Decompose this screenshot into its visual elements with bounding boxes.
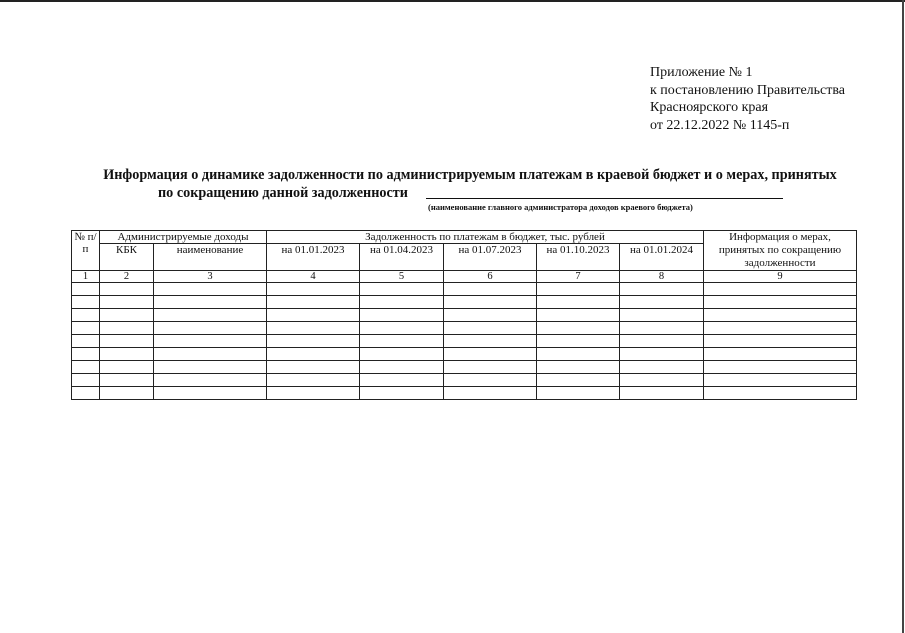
- table-cell: [154, 387, 267, 400]
- header-row-number: № п/п: [72, 231, 100, 271]
- table-row: [72, 374, 857, 387]
- table-cell: [360, 361, 444, 374]
- table-cell: [154, 283, 267, 296]
- header-date: на 01.01.2023: [267, 244, 360, 271]
- table-cell: [704, 374, 857, 387]
- table-row: [72, 322, 857, 335]
- column-number: 2: [100, 271, 154, 283]
- table-cell: [72, 335, 100, 348]
- table-cell: [444, 296, 537, 309]
- table-cell: [154, 322, 267, 335]
- table-cell: [72, 361, 100, 374]
- table-cell: [100, 361, 154, 374]
- table-cell: [704, 361, 857, 374]
- table-row: [72, 387, 857, 400]
- appendix-reference: [650, 64, 845, 134]
- appendix-line-3: Красноярского края: [650, 100, 769, 115]
- administrator-name-caption: (наименование главного администратора доходов краевого бюджета): [428, 202, 693, 212]
- table-cell: [72, 309, 100, 322]
- scan-edge-right: [902, 0, 904, 633]
- table-cell: [537, 322, 620, 335]
- table-row: [72, 296, 857, 309]
- column-number: 3: [154, 271, 267, 283]
- table-cell: [704, 283, 857, 296]
- table-cell: [360, 309, 444, 322]
- table-cell: [620, 309, 704, 322]
- column-number: 1: [72, 271, 100, 283]
- table-cell: [267, 309, 360, 322]
- table-cell: [154, 374, 267, 387]
- header-date: на 01.01.2024: [620, 244, 704, 271]
- column-number: 6: [444, 271, 537, 283]
- table-cell: [100, 309, 154, 322]
- table-cell: [620, 322, 704, 335]
- table-cell: [620, 387, 704, 400]
- table-row: [72, 309, 857, 322]
- table-row: [72, 335, 857, 348]
- table-cell: [620, 283, 704, 296]
- appendix-line-4: от 22.12.2022 № 1145-п: [650, 117, 790, 133]
- table-cell: [100, 283, 154, 296]
- table-cell: [537, 361, 620, 374]
- table-cell: [267, 348, 360, 361]
- table-cell: [72, 296, 100, 309]
- table-cell: [154, 296, 267, 309]
- table-cell: [620, 374, 704, 387]
- table-cell: [360, 387, 444, 400]
- column-number: 7: [537, 271, 620, 283]
- document-title-line-1: Информация о динамике задолженности по администрируемым платежам в краевой бюджет и о мерах, принятых: [103, 167, 837, 183]
- table-cell: [537, 309, 620, 322]
- table-cell: [100, 387, 154, 400]
- table-cell: [360, 296, 444, 309]
- table-row: [72, 361, 857, 374]
- table-cell: [154, 335, 267, 348]
- table-cell: [267, 374, 360, 387]
- table-cell: [72, 322, 100, 335]
- table-cell: [704, 348, 857, 361]
- table-cell: [72, 374, 100, 387]
- table-cell: [360, 283, 444, 296]
- table-cell: [267, 361, 360, 374]
- table-cell: [704, 387, 857, 400]
- table-cell: [154, 361, 267, 374]
- table-cell: [360, 322, 444, 335]
- table-cell: [154, 309, 267, 322]
- header-date: на 01.04.2023: [360, 244, 444, 271]
- table-cell: [267, 335, 360, 348]
- table-cell: [100, 335, 154, 348]
- table-cell: [704, 322, 857, 335]
- table-cell: [444, 322, 537, 335]
- table-cell: [620, 348, 704, 361]
- table-cell: [444, 361, 537, 374]
- document-title-line-2: по сокращению данной задолженности: [158, 185, 408, 201]
- column-number: 4: [267, 271, 360, 283]
- table-cell: [704, 296, 857, 309]
- table-row: [72, 283, 857, 296]
- header-debt: Задолженность по платежам в бюджет, тыс. рублей: [267, 231, 704, 244]
- administrator-name-blank: [426, 198, 783, 199]
- header-administered-income: Администрируемые доходы: [100, 231, 267, 244]
- table-cell: [100, 322, 154, 335]
- table-cell: [537, 296, 620, 309]
- table-cell: [360, 335, 444, 348]
- column-number: 9: [704, 271, 857, 283]
- table-cell: [704, 309, 857, 322]
- appendix-line-2: к постановлению Правительства: [650, 82, 846, 98]
- table-cell: [267, 387, 360, 400]
- table-cell: [444, 348, 537, 361]
- header-date: на 01.07.2023: [444, 244, 537, 271]
- table-cell: [537, 348, 620, 361]
- table-cell: [537, 335, 620, 348]
- table-cell: [444, 283, 537, 296]
- table-cell: [100, 296, 154, 309]
- table-cell: [100, 374, 154, 387]
- debt-dynamics-table: [71, 230, 857, 400]
- table-cell: [704, 335, 857, 348]
- appendix-line-1: Приложение № 1: [650, 65, 753, 80]
- column-number: 5: [360, 271, 444, 283]
- header-measures-info: Информация о мерах, принятых по сокращению задолженности: [704, 231, 857, 271]
- scan-edge-top: [0, 0, 905, 2]
- table-cell: [72, 348, 100, 361]
- header-name: наименование: [154, 244, 267, 271]
- column-number: 8: [620, 271, 704, 283]
- table-cell: [154, 348, 267, 361]
- table-cell: [620, 361, 704, 374]
- table-cell: [537, 283, 620, 296]
- table-cell: [444, 335, 537, 348]
- table-cell: [444, 309, 537, 322]
- table-cell: [267, 322, 360, 335]
- table-cell: [537, 387, 620, 400]
- table-cell: [267, 296, 360, 309]
- table-cell: [267, 283, 360, 296]
- table-cell: [620, 335, 704, 348]
- table-cell: [444, 374, 537, 387]
- table-cell: [360, 348, 444, 361]
- table-cell: [360, 374, 444, 387]
- table-row: [72, 348, 857, 361]
- table-cell: [444, 387, 537, 400]
- table-cell: [620, 296, 704, 309]
- header-kbk: КБК: [100, 244, 154, 271]
- header-date: на 01.10.2023: [537, 244, 620, 271]
- table-cell: [72, 283, 100, 296]
- table-cell: [537, 374, 620, 387]
- table-cell: [72, 387, 100, 400]
- table-cell: [100, 348, 154, 361]
